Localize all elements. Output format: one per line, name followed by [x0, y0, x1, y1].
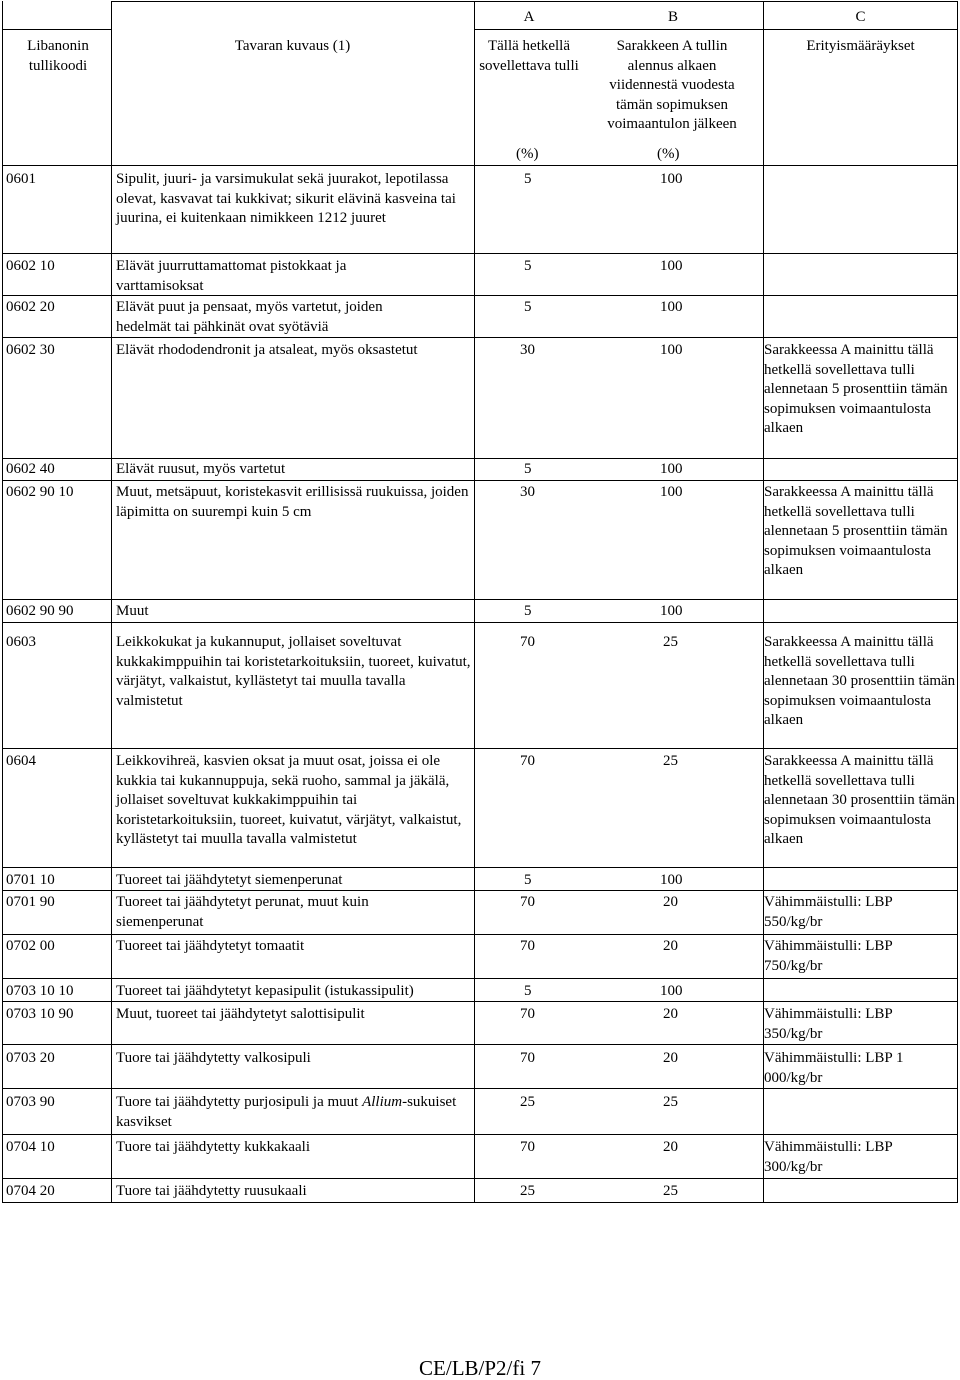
- header-duty-reduction: Sarakkeen A tullin alennus alkaen viidennestä vuodesta tämän sopimuksen voimaantulon jälkeen: [607, 38, 737, 133]
- goods-description: Elävät juurruttamattomat pistokkaat ja varttamisoksat: [116, 258, 347, 294]
- duty-current: 70: [520, 1050, 535, 1066]
- duty-reduction: 100: [660, 299, 683, 315]
- duty-current: 5: [524, 872, 532, 888]
- duty-reduction: 100: [660, 983, 683, 999]
- duty-reduction: 25: [663, 1183, 678, 1199]
- goods-description: Sipulit, juuri- ja varsimukulat sekä juurakot, lepotilassa olevat, kasvavat tai kukkivat; sikurit elävinä kasveina tai juurina, ei kuitenkaan nimikkeen 1212 juuret: [116, 171, 456, 227]
- goods-description: Muut, metsäpuut, koristekasvit erillisissä ruukuissa, joiden läpimitta on suurempi kuin 5 cm: [116, 484, 469, 520]
- special-provision: Sarakkeessa A mainittu tällä hetkellä sovellettava tulli alennetaan 30 prosenttiin tämän sopimuksen voimaantulosta alkaen: [764, 634, 956, 729]
- duty-current: 70: [520, 634, 535, 650]
- page-footer: CE/LB/P2/fi 7: [419, 1356, 541, 1380]
- duty-current: 5: [524, 171, 532, 187]
- row-divider: [2, 748, 958, 749]
- duty-reduction: 20: [663, 938, 678, 954]
- duty-reduction: 100: [660, 603, 683, 619]
- goods-description: Tuoreet tai jäähdytetyt kepasipulit (istukassipulit): [116, 983, 414, 999]
- table-border-top: [111, 1, 958, 2]
- duty-reduction: 100: [660, 461, 683, 477]
- tariff-code: 0602 10: [6, 258, 55, 274]
- column-letter-b: B: [667, 9, 678, 25]
- special-provision: Sarakkeessa A mainittu tällä hetkellä sovellettava tulli alennetaan 5 prosenttiin tämän sopimuksen voimaantulosta alkaen: [764, 484, 948, 579]
- duty-current: 5: [524, 983, 532, 999]
- column-separator: [474, 1, 475, 1203]
- duty-current: 70: [520, 1139, 535, 1155]
- tariff-code: 0704 20: [6, 1183, 55, 1199]
- row-divider: [2, 599, 958, 600]
- special-provision: Vähimmäistulli: LBP 350/kg/br: [764, 1006, 893, 1042]
- duty-reduction: 100: [660, 484, 683, 500]
- tariff-code: 0704 10: [6, 1139, 55, 1155]
- header-description: Tavaran kuvaus (1): [234, 38, 351, 54]
- duty-reduction: 100: [660, 342, 683, 358]
- goods-description: Muut, tuoreet tai jäähdytetyt salottisipulit: [116, 1006, 365, 1022]
- special-provision: Vähimmäistulli: LBP 750/kg/br: [764, 938, 893, 974]
- duty-current: 25: [520, 1094, 535, 1110]
- tariff-code: 0701 10: [6, 872, 55, 888]
- tariff-code: 0604: [6, 753, 36, 769]
- duty-reduction: 20: [663, 894, 678, 910]
- special-provision: Vähimmäistulli: LBP 300/kg/br: [764, 1139, 893, 1175]
- table-border-bottom: [2, 1202, 958, 1203]
- row-divider: [2, 458, 958, 459]
- tariff-code: 0703 90: [6, 1094, 55, 1110]
- header-current-duty: Tällä hetkellä sovellettava tulli: [479, 38, 579, 74]
- header-unit-b: (%): [657, 146, 680, 162]
- duty-reduction: 25: [663, 1094, 678, 1110]
- goods-description: Tuore tai jäähdytetty kukkakaali: [116, 1139, 310, 1155]
- duty-current: 30: [520, 484, 535, 500]
- goods-description-genus: Allium: [362, 1094, 403, 1110]
- goods-description: Elävät ruusut, myös vartetut: [116, 461, 286, 477]
- row-divider: [2, 1178, 958, 1179]
- duty-reduction: 100: [660, 258, 683, 274]
- duty-reduction: 25: [663, 634, 678, 650]
- goods-description: Tuore tai jäähdytetty ruusukaali: [116, 1183, 307, 1199]
- column-letter-c: C: [855, 9, 866, 25]
- row-divider: [2, 253, 958, 254]
- goods-description: [116, 1093, 466, 1132]
- special-provision: Vähimmäistulli: LBP 1 000/kg/br: [764, 1050, 904, 1086]
- special-provision: Vähimmäistulli: LBP 550/kg/br: [764, 894, 893, 930]
- goods-description-text: Tuore tai jäähdytetty purjosipuli ja muut: [116, 1094, 363, 1110]
- table-border-left: [2, 1, 3, 1203]
- column-separator: [111, 1, 112, 1203]
- duty-reduction: 20: [663, 1050, 678, 1066]
- duty-reduction: 20: [663, 1139, 678, 1155]
- duty-current: 5: [524, 299, 532, 315]
- goods-description: Tuoreet tai jäähdytetyt perunat, muut kuin siemenperunat: [116, 894, 369, 930]
- row-divider: [2, 1134, 958, 1135]
- duty-reduction: 100: [660, 872, 683, 888]
- row-divider: [474, 29, 958, 30]
- tariff-code: 0703 20: [6, 1050, 55, 1066]
- header-tariff-code: Libanonin tullikoodi: [27, 38, 89, 74]
- goods-description: Leikkovihreä, kasvien oksat ja muut osat, joissa ei ole kukkia tai kukannuppuja, sekä ruoho, sammal ja jäkälä, jollaiset soveltuvat kukkakimppuihin tai koristetarkoituksiin, tuoreet, kuivatut, värjätyt, valkaistut, kyllästetyt tai muulla tavalla valmistetut: [116, 753, 462, 848]
- tariff-code: 0603: [6, 634, 36, 650]
- duty-reduction: 20: [663, 1006, 678, 1022]
- row-divider: [2, 622, 958, 623]
- table-border-right: [957, 866, 958, 1203]
- row-divider: [2, 480, 958, 481]
- row-divider: [2, 165, 958, 166]
- goods-description: Tuoreet tai jäähdytetyt tomaatit: [116, 938, 305, 954]
- tariff-code: 0701 90: [6, 894, 55, 910]
- duty-reduction: 100: [660, 171, 683, 187]
- tariff-code: 0703 10 90: [6, 1006, 74, 1022]
- tariff-code: 0601: [6, 171, 36, 187]
- goods-description: Muut: [116, 603, 149, 619]
- goods-description-text: -sukuiset kasvikset: [116, 1094, 457, 1130]
- special-provision: Sarakkeessa A mainittu tällä hetkellä sovellettava tulli alennetaan 5 prosenttiin tämän sopimuksen voimaantulosta alkaen: [764, 342, 948, 437]
- tariff-code: 0602 30: [6, 342, 55, 358]
- duty-current: 5: [524, 603, 532, 619]
- row-divider: [2, 867, 958, 868]
- tariff-code: 0602 90 90: [6, 603, 74, 619]
- duty-current: 70: [520, 894, 535, 910]
- column-letter-a: A: [523, 9, 535, 25]
- duty-current: 25: [520, 1183, 535, 1199]
- duty-current: 5: [524, 461, 532, 477]
- goods-description: Elävät rhododendronit ja atsaleat, myös oksastetut: [116, 342, 418, 358]
- header-special-provisions: Erityismääräykset: [806, 38, 915, 54]
- goods-description: Tuore tai jäähdytetty valkosipuli: [116, 1050, 311, 1066]
- tariff-code: 0602 40: [6, 461, 55, 477]
- duty-current: 5: [524, 258, 532, 274]
- goods-description: Elävät puut ja pensaat, myös vartetut, joiden hedelmät tai pähkinät ovat syötäviä: [116, 299, 383, 335]
- tariff-code: 0602 20: [6, 299, 55, 315]
- tariff-code: 0702 00: [6, 938, 55, 954]
- row-divider: [2, 978, 958, 979]
- goods-description: Leikkokukat ja kukannuput, jollaiset soveltuvat kukkakimppuihin tai koristetarkoituksiin, tuoreet, kuivatut, värjätyt, valkaistut, kyllästetyt tai muulla tavalla valmistetut: [116, 634, 471, 709]
- header-unit-a: (%): [516, 146, 539, 162]
- tariff-code: 0703 10 10: [6, 983, 74, 999]
- duty-current: 70: [520, 938, 535, 954]
- duty-current: 70: [520, 1006, 535, 1022]
- goods-description: Tuoreet tai jäähdytetyt siemenperunat: [116, 872, 343, 888]
- row-divider: [2, 29, 112, 30]
- tariff-code: 0602 90 10: [6, 484, 74, 500]
- duty-current: 70: [520, 753, 535, 769]
- duty-reduction: 25: [663, 753, 678, 769]
- special-provision: Sarakkeessa A mainittu tällä hetkellä sovellettava tulli alennetaan 30 prosenttiin tämän sopimuksen voimaantulosta alkaen: [764, 753, 956, 848]
- row-divider: [2, 934, 958, 935]
- duty-current: 30: [520, 342, 535, 358]
